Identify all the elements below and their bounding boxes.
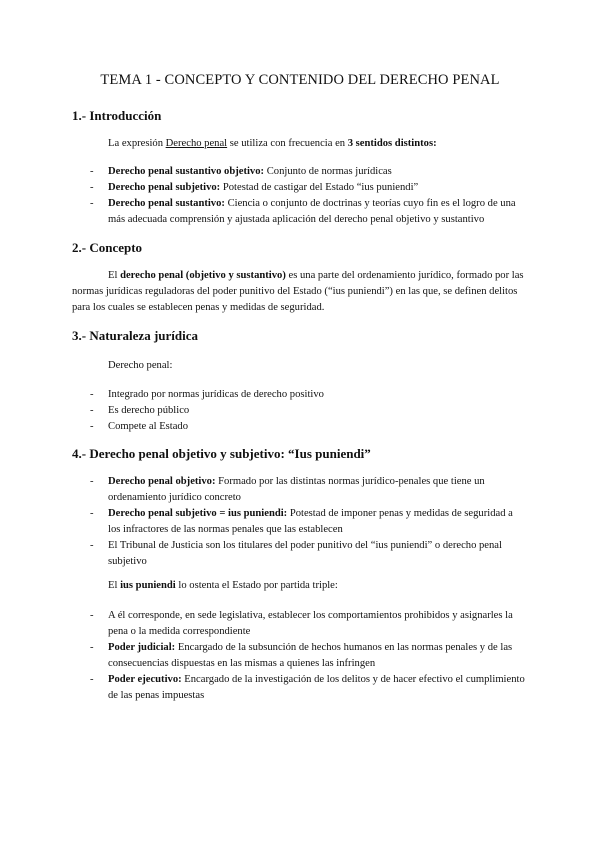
section-1-intro: La expresión Derecho penal se utiliza con frecuencia en 3 sentidos distintos: xyxy=(108,138,437,149)
list-item: - A él corresponde, en sede legislativa, establecer los comportamientos prohibidos y asignarles la pena o la medida correspondiente xyxy=(90,610,513,637)
document-title: TEMA 1 - CONCEPTO Y CONTENIDO DEL DERECHO PENAL xyxy=(100,72,500,88)
list-item: - Poder ejecutivo: Encargado de la investigación de los delitos y de hacer efectivo el cumplimiento de las penas impuestas xyxy=(90,674,525,701)
section-1-list xyxy=(72,164,527,228)
section-3-heading: 3.- Naturaleza jurídica xyxy=(72,328,199,343)
term-derecho-penal: Derecho penal xyxy=(165,138,228,149)
section-1-heading: 1.- Introducción xyxy=(72,108,162,123)
section-2-paragraph: El derecho penal (objetivo y sustantivo) es una parte del ordenamiento jurídico, formado por las normas jurídicas reguladoras del poder punitivo del Estado (“ius puniendi”) en las que, se definen delitos para los cuales se establecen penas y medidas de seguridad. xyxy=(72,270,524,313)
section-4-list-2 xyxy=(72,608,527,704)
list-item: - Compete al Estado xyxy=(90,421,189,432)
section-4-triple: El ius puniendi lo ostenta el Estado por partida triple: xyxy=(108,580,338,591)
list-item: - Derecho penal subjetivo = ius puniendi: Potestad de imponer penas y medidas de seguridad a los infractores de las normas penales que las establecen xyxy=(90,508,513,535)
list-item: - Derecho penal sustantivo objetivo: Conjunto de normas jurídicas xyxy=(90,166,392,177)
list-item: - Derecho penal sustantivo: Ciencia o conjunto de doctrinas y teorías cuyo fin es el logro de una más adecuada comprensión y ajustada aplicación del derecho penal objetivo y sustantivo xyxy=(90,198,516,225)
list-item: - Derecho penal subjetivo: Potestad de castigar del Estado “ius puniendi” xyxy=(90,182,419,193)
list-item: - Poder judicial: Encargado de la subsunción de hechos humanos en las normas penales y de las consecuencias dispuestas en las mismas a quienes las infringen xyxy=(90,642,513,669)
list-item: - Integrado por normas jurídicas de derecho positivo xyxy=(90,389,324,400)
section-4-list xyxy=(72,474,527,570)
list-item: - Derecho penal objetivo: Formado por las distintas normas jurídico-penales que tiene un ordenamiento jurídico concreto xyxy=(90,476,485,503)
section-4-heading: 4.- Derecho penal objetivo y subjetivo: “Ius puniendi” xyxy=(72,446,371,461)
section-3-lead: Derecho penal: xyxy=(108,360,173,371)
list-item: - Es derecho público xyxy=(90,405,190,416)
section-2-heading: 2.- Concepto xyxy=(72,240,143,255)
list-item: - El Tribunal de Justicia son los titulares del poder punitivo del “ius puniendi” o derecho penal subjetivo xyxy=(90,540,502,567)
section-3-list xyxy=(72,387,527,435)
